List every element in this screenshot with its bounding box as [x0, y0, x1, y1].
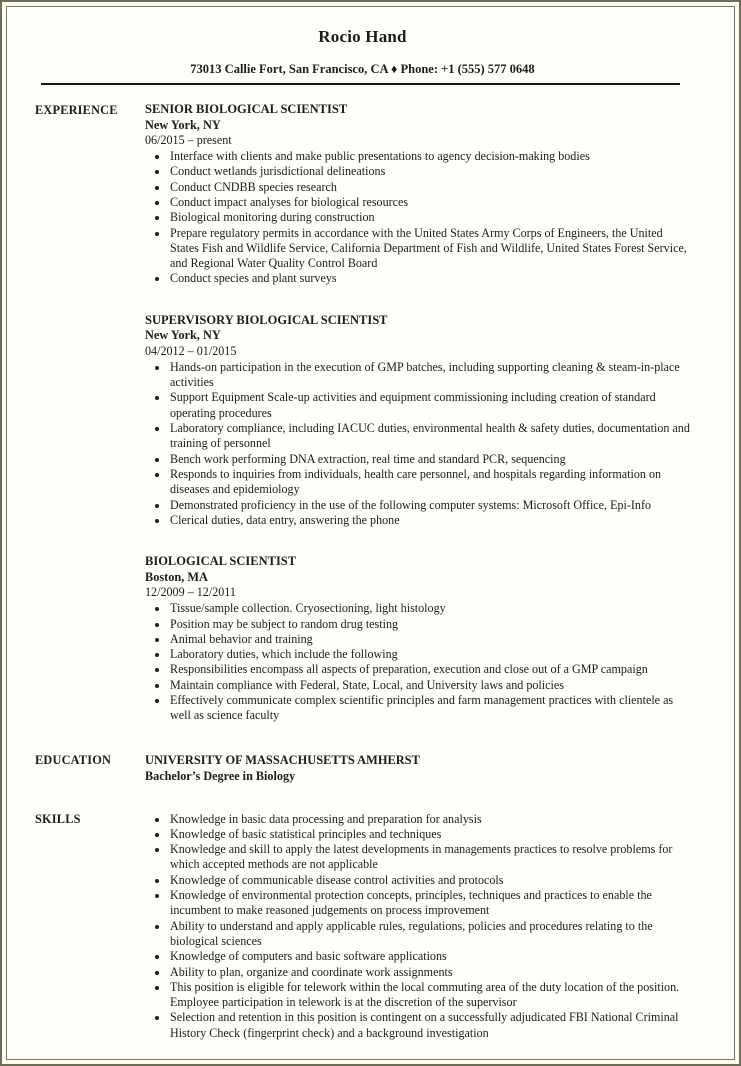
skill-bullet: • Knowledge in basic data processing and preparation for analysis [169, 812, 690, 827]
skill-bullet: • Ability to plan, organize and coordinate work assignments [169, 965, 690, 980]
education-content [145, 752, 690, 785]
job-bullet: • Tissue/sample collection. Cryosectioning, light histology [169, 601, 690, 616]
job-bullet: • Animal behavior and training [169, 632, 690, 647]
job-bullet: • Responsibilities encompass all aspects of preparation, execution and close out of a GMP campaign [169, 662, 690, 677]
skills-section [35, 811, 690, 1041]
job-title: BIOLOGICAL SCIENTIST [145, 554, 297, 569]
job-location: Boston, MA [145, 569, 208, 584]
skills-list [145, 812, 690, 1041]
job-bullet: • Effectively communicate complex scientific principles and farm management practices with clientele as well as science faculty [169, 693, 690, 724]
skill-bullet: • Selection and retention in this position is contingent on a successfully adjudicated FBI National Criminal History Check (fingerprint check) and a background investigation [169, 1010, 690, 1041]
skills-content [145, 811, 690, 1041]
job-bullet: • Prepare regulatory permits in accordance with the United States Army Corps of Engineers, the United States Fish and Wildlife Service, California Department of Fish and Wildlife, United States Forest Service, and Regional Water Quality Control Board [169, 226, 690, 272]
person-name: Rocio Hand [318, 27, 407, 46]
job-bullet: • Laboratory compliance, including IACUC duties, environmental health & safety duties, documentation and training of personnel [169, 421, 690, 452]
job-bullet: • Clerical duties, data entry, answering the phone [169, 513, 690, 528]
job-bullet: • Conduct species and plant surveys [169, 271, 690, 286]
resume-header [35, 27, 690, 85]
skill-bullet: • Knowledge of computers and basic software applications [169, 949, 690, 964]
skill-bullet: • This position is eligible for telework within the local commuting area of the duty location of the position. Employee participation in telework is at the discretion of the supervisor [169, 980, 690, 1011]
job-entry [145, 554, 690, 723]
job-bullet: • Hands-on participation in the execution of GMP batches, including supporting cleaning & steam-in-place activities [169, 360, 690, 391]
job-bullet: • Laboratory duties, which include the following [169, 647, 690, 662]
job-bullet: • Interface with clients and make public presentations to agency decision-making bodies [169, 149, 690, 164]
job-bullet: • Demonstrated proficiency in the use of the following computer systems: Microsoft Office, Epi-Info [169, 498, 690, 513]
job-bullet: • Conduct impact analyses for biological resources [169, 195, 690, 210]
degree-name: Bachelor’s Degree in Biology [145, 769, 296, 784]
job-dates: 04/2012 – 01/2015 [145, 343, 237, 358]
job-entry [145, 313, 690, 528]
resume-document [7, 7, 734, 1041]
job-entry [145, 102, 690, 287]
job-dates: 12/2009 – 12/2011 [145, 584, 236, 599]
job-bullet-list [145, 149, 690, 287]
experience-section [35, 102, 690, 724]
contact-line: 73013 Callie Fort, San Francisco, CA ♦ Phone: +1 (555) 577 0648 [190, 62, 535, 76]
job-dates: 06/2015 – present [145, 132, 232, 147]
job-bullet: • Biological monitoring during construction [169, 210, 690, 225]
job-bullet: • Bench work performing DNA extraction, real time and standard PCR, sequencing [169, 452, 690, 467]
skill-bullet: • Ability to understand and apply applicable rules, regulations, policies and procedures relating to the biological sciences [169, 919, 690, 950]
job-bullet-list [145, 601, 690, 723]
resume-sheet [6, 6, 735, 1060]
skill-bullet: • Knowledge and skill to apply the latest developments in managements practices to resolve problems for which accepted methods are not applicable [169, 842, 690, 873]
skill-bullet: • Knowledge of environmental protection concepts, principles, techniques and practices to enable the incumbent to make reasoned judgements on process improvement [169, 888, 690, 919]
school-name: UNIVERSITY OF MASSACHUSETTS AMHERST [145, 752, 420, 767]
job-bullet: • Conduct wetlands jurisdictional delineations [169, 164, 690, 179]
section-label-education: EDUCATION [35, 752, 112, 767]
job-bullet: • Responds to inquiries from individuals, health care personnel, and hospitals regarding information on diseases and epidemiology [169, 467, 690, 498]
job-bullet: • Conduct CNDBB species research [169, 180, 690, 195]
job-bullet-list [145, 360, 690, 528]
education-section [35, 752, 690, 785]
job-bullet: • Maintain compliance with Federal, State, Local, and University laws and policies [169, 678, 690, 693]
skill-bullet: • Knowledge of basic statistical principles and techniques [169, 827, 690, 842]
job-bullet: • Support Equipment Scale-up activities and equipment commissioning including creation of standard operating procedures [169, 390, 690, 421]
job-title: SUPERVISORY BIOLOGICAL SCIENTIST [145, 312, 388, 327]
job-title: SENIOR BIOLOGICAL SCIENTIST [145, 102, 348, 116]
section-label-skills: SKILLS [35, 811, 81, 826]
header-divider [41, 83, 680, 85]
experience-content [145, 102, 690, 724]
job-bullet: • Position may be subject to random drug testing [169, 617, 690, 632]
section-label-experience: EXPERIENCE [35, 103, 118, 117]
job-location: New York, NY [145, 328, 221, 343]
skill-bullet: • Knowledge of communicable disease control activities and protocols [169, 873, 690, 888]
job-location: New York, NY [145, 117, 221, 132]
